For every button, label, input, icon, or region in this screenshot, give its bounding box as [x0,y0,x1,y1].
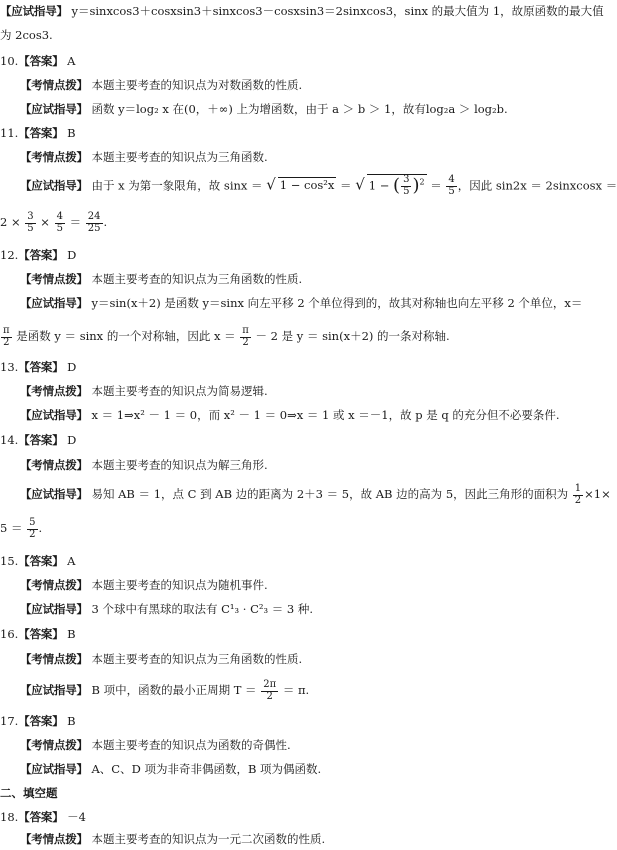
point-tag: 【考情点拨】 [20,738,88,752]
fraction [240,326,251,348]
guide-text: . [103,215,108,229]
guide-line-continued [0,4,604,18]
answer-tag: 【答案】 [18,248,64,262]
question-number: 17. [0,714,19,728]
fraction [401,175,411,197]
answer-tag: 【答案】 [18,360,64,374]
paren-close-icon: ) [412,175,420,196]
answer-value: D [67,433,77,447]
sqrt-icon: √ [266,175,276,194]
guide-text: y＝sinxcos3＋cosxsin3＋sinxcos3－cosxsin3＝2sinxcos3，sinx 的最大值为 1，故原函数的最大值 [71,4,604,18]
q16-point [20,652,302,666]
q13-point [20,384,268,398]
q11-guide [20,174,617,198]
point-text: 本题主要考查的知识点为解三角形. [91,458,268,472]
q17-answer [0,714,76,728]
denominator: 2 [574,494,582,506]
guide-text: A、C、D 项为非奇非偶函数，B 项为偶函数. [91,762,322,776]
question-number: 15. [0,554,19,568]
q15-point [20,578,268,592]
q15-answer [0,554,75,568]
denominator: 5 [403,185,410,197]
guide-text: 1 − [368,178,390,193]
denominator: 5 [56,222,63,234]
numerator: 2π [263,679,277,690]
denominator: 5 [27,222,34,234]
question-number: 12. [0,248,19,262]
question-number: 11. [0,126,19,140]
answer-value: －4 [67,810,86,824]
answer-value: B [67,714,76,728]
guide-text: ＝ π. [282,683,310,697]
guide-text: ＝ [69,215,82,229]
point-text: 本题主要考查的知识点为简易逻辑. [91,384,268,398]
section-heading: 二、填空题 [0,786,58,800]
point-tag: 【考情点拨】 [20,78,88,92]
guide-text: 2 × [0,215,21,229]
question-number: 14. [0,433,19,447]
answer-value: B [67,627,76,641]
q14-guide [20,484,611,506]
point-text: 本题主要考查的知识点为一元二次函数的性质. [91,832,326,846]
answer-tag: 【答案】 [18,810,64,824]
q16-answer [0,627,76,641]
q18-point [20,832,325,846]
guide-tag: 【应试指导】 [20,762,88,776]
point-tag: 【考情点拨】 [20,150,88,164]
fraction [25,212,35,234]
question-number: 16. [0,627,19,641]
guide-text: ，因此 sin2x ＝ 2sinxcosx ＝ [457,178,617,193]
guide-tag: 【应试指导】 [20,102,88,116]
answer-value: A [67,554,76,568]
q11-point [20,150,268,164]
fraction [55,212,65,234]
guide-text: × [40,215,50,229]
q15-guide [20,602,313,616]
guide-text: . [38,521,43,535]
denominator: 5 [448,185,455,197]
fraction [27,518,37,540]
denominator: 2 [242,336,249,348]
point-tag: 【考情点拨】 [20,652,88,666]
sqrt-expression: 1 − cos²x [279,178,335,193]
point-tag: 【考情点拨】 [20,384,88,398]
guide-text: 5 ＝ [0,521,23,535]
numerator: 5 [29,517,36,528]
numerator: 3 [27,211,34,222]
guide-line-continued-2 [0,28,53,42]
point-tag: 【考情点拨】 [20,578,88,592]
guide-text: － 2 是 y ＝ sin(x＋2) 的一条对称轴. [255,329,450,343]
point-tag: 【考情点拨】 [20,832,88,846]
denominator: 2 [266,690,273,702]
q17-guide [20,762,321,776]
numerator: π [242,325,249,336]
fraction [261,680,278,702]
denominator: 2 [29,528,36,540]
q17-point [20,738,291,752]
guide-tag: 【应试指导】 [20,408,88,422]
q12-point [20,272,302,286]
numerator: 3 [403,174,410,186]
answer-value: D [67,248,77,262]
q10-guide [20,102,508,116]
answer-tag: 【答案】 [18,627,64,641]
guide-text: x ＝ 1⇒x² － 1 ＝ 0，而 x² － 1 ＝ 0⇒x ＝ 1 或 x ＝－1，故 p 是 q 的充分但不必要条件. [91,408,560,422]
numerator: 4 [448,174,455,186]
q18-answer [0,810,86,824]
q12-guide-line2 [0,326,450,348]
guide-text: y＝sin(x＋2) 是函数 y＝sinx 向左平移 2 个单位得到的，故其对称轴也向左平移 2 个单位，x＝ [91,296,583,310]
q14-guide-line2 [0,518,42,540]
numerator: 24 [87,211,101,222]
point-text: 本题主要考查的知识点为随机事件. [91,578,268,592]
guide-text: 函数 y＝log₂ x 在(0，＋∞) 上为增函数，由于 a ＞ b ＞ 1，故有log₂a ＞ log₂b. [91,102,508,116]
q10-answer [0,54,75,68]
point-text: 本题主要考查的知识点为三角函数. [91,150,268,164]
guide-text: ×1× [584,487,611,501]
guide-tag: 【应试指导】 [20,683,88,697]
guide-text: 3 个球中有黑球的取法有 C¹₃ · C²₃ ＝ 3 种. [91,602,314,616]
answer-tag: 【答案】 [18,54,64,68]
fraction [86,212,103,234]
guide-text: 为 2cos3. [0,28,53,42]
q12-answer [0,248,76,262]
guide-tag: 【应试指导】 [20,487,88,501]
denominator: 25 [87,222,101,234]
numerator: 4 [56,211,63,222]
q12-guide [20,296,582,310]
paren-open-icon: ( [393,175,401,196]
answer-value: A [67,54,76,68]
denominator: 2 [3,336,10,348]
sqrt-expression [367,174,427,198]
q16-guide [20,680,309,702]
q13-answer [0,360,76,374]
exponent-icon: 2 [419,177,425,187]
answer-tag: 【答案】 [18,433,64,447]
answer-tag: 【答案】 [18,126,64,140]
point-text: 本题主要考查的知识点为对数函数的性质. [91,78,303,92]
answer-tag: 【答案】 [18,714,64,728]
guide-text: B 项中，函数的最小正周期 T ＝ [91,683,257,697]
point-text: 本题主要考查的知识点为函数的奇偶性. [91,738,291,752]
q14-answer [0,433,76,447]
point-text: 本题主要考查的知识点为三角函数的性质. [91,652,303,666]
answer-tag: 【答案】 [18,554,64,568]
guide-tag: 【应试指导】 [0,4,68,18]
fraction [573,484,583,506]
point-text: 本题主要考查的知识点为三角函数的性质. [91,272,303,286]
numerator: π [3,325,10,336]
numerator: 1 [574,483,582,494]
guide-text: 由于 x 为第一象限角，故 sinx ＝ [91,178,263,193]
q11-answer [0,126,76,140]
guide-text: ＝ [430,178,442,193]
guide-tag: 【应试指导】 [20,178,88,193]
point-tag: 【考情点拨】 [20,272,88,286]
fraction [446,175,456,197]
guide-tag: 【应试指导】 [20,602,88,616]
point-tag: 【考情点拨】 [20,458,88,472]
answer-value: D [67,360,77,374]
q10-point [20,78,302,92]
fraction [1,326,12,348]
sqrt-icon: √ [355,175,365,194]
question-number: 10. [0,54,19,68]
guide-text: 易知 AB ＝ 1，点 C 到 AB 边的距离为 2＋3 ＝ 5，故 AB 边的高为 5，因此三角形的面积为 [91,487,569,501]
guide-text: 是函数 y ＝ sinx 的一个对称轴，因此 x ＝ [16,329,236,343]
q13-guide [20,408,560,422]
guide-tag: 【应试指导】 [20,296,88,310]
guide-text: ＝ [340,178,352,193]
question-number: 18. [0,810,19,824]
q14-point [20,458,268,472]
question-number: 13. [0,360,19,374]
answer-value: B [67,126,76,140]
q11-guide-line2 [0,212,107,234]
